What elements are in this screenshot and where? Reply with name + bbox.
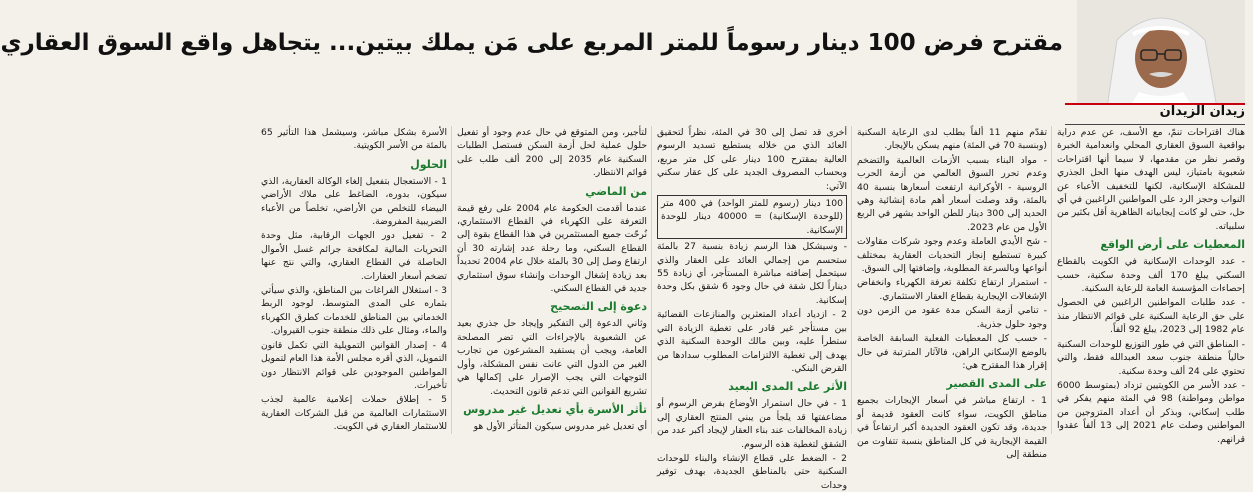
headline: مقترح فرض 100 دينار رسوماً للمتر المربع على مَن يملك بيتين... يتجاهل واقع السوق العقاري [0,30,1063,56]
article-column-5 [261,126,447,434]
paragraph: أخرى قد تصل إلى 30 في المئة، نظراً لتحقيق العائد الذي من خلاله يستطيع تسديد الرسوم العالية بمقترح 100 دينار على كل متر مربع، وبحساب المصروف الجديد على كل عقار سكني الآتي: [657,127,847,192]
section-heading: المعطيات على أرض الواقع [1100,238,1245,252]
section-heading: الأثر على المدى البعيد [728,380,847,394]
paragraph: 1 - في حال استمرار الأوضاع بفرض الرسوم أو مضاعفتها قد يلجأ من يبني المنتج العقاري إلى زيادة المخالفات عند بناء العقار لإيجاد أكبر عدد من الشقق لتغطية هذه الرسوم. [657,398,847,450]
article-column-3 [657,126,847,491]
paragraph: - عدد طلبات المواطنين الراغبين في الحصول على حق الرعاية السكنية على قوائم الانتظار منذ عام 1982 إلى 2023، يبلغ 92 ألفاً. [1057,297,1245,336]
paragraph: 5 - إطلاق حملات إعلامية عالمية لجذب الاستثمارات العالمية من قبل الشركات العقارية للاستثمار العقاري في الكويت. [261,394,447,433]
paragraph: - عدد الوحدات الإسكانية في الكويت بالقطاع السكني يبلغ 170 ألف وحدة سكنية، حسب إحصاءات المؤسسة العامة للرعاية السكنية. [1057,256,1246,295]
paragraph: 2 - ازدياد أعداد المتعثرين والمنازعات القضائية بين مستأجر غير قادر على تغطية الزيادة التي ستطرأ عليه، وبين مالك الوحدة السكنية الذي يهدف إلى تغطية الالتزامات المطلوب سدادها من القرض البنكي. [657,309,847,374]
paragraph: - استمرار ارتفاع تكلفة تعرفة الكهرباء وانخفاض الإشغالات الإيجارية بقطاع العقار الاستثماري. [857,277,1047,302]
author-photo [1077,0,1245,108]
paragraph: - تنامي أزمة السكن مدة عقود من الزمن دون وجود حلول جذرية. [857,305,1047,330]
paragraph: 2 - تفعيل دور الجهات الرقابية، مثل وحدة التحريات المالية لمكافحة جرائم غسل الأموال الحاصلة في القطاع العقاري، والتي نتج عنها تضخم أسعار العقارات. [261,230,447,282]
paragraph: - شح الأيدي العاملة وعدم وجود شركات مقاولات كبيرة تستطيع إنجاز التحديات العقارية بمختلف أنواعها وبالسرعة المطلوبة، وإضافتها إلى السوق. [857,236,1047,275]
author-portrait-icon [1077,0,1245,108]
article-body [259,126,1246,491]
paragraph: هناك اقتراحات تنمّ، مع الأسف، عن عدم دراية بواقعية السوق العقاري المحلي وانعدامية الخبرة وقصر نظر من مقدمها، لا سيما أنها اقتراحات شعبوية بامتياز، ليس الهدف منها الحل الجذري للمشكلة الإسكانية، لكنها للتخفيف الأعباء عن النواب وحجز الرد على المواطنين الراغبين في أي حل، حتى لو كانت إيجابياته الظاهرية أقل بكثير من سلبياته. [1057,127,1245,232]
section-heading: على المدى القصير [946,377,1047,391]
formula-box: 100 دينار (رسوم للمتر الواحد) في 400 متر (للوحدة الإسكانية) = 40000 دينار للوحدة الإسكانية. [657,195,847,239]
section-heading: من الماضي [585,184,647,198]
paragraph: أي تعديل غير مدروس سيكون المتأثر الأول هو [473,420,647,432]
paragraph: - مواد البناء بسبب الأزمات العالمية والتضخم وعدم تحرر السوق العالمي من أزمة الحرب الروسية - الأوكرانية ارتفعت أسعارها بنسبة 40 بالمئة، وقد وصلت أسعار أهم مادة إنشائية وهي الحديد إلى 300 دينار للطن الواحد بشهر في الربع الأول من عام 2023. [857,154,1047,233]
paragraph: لتأجير، ومن المتوقع في حال عدم وجود أو تفعيل حلول عملية لحل أزمة السكن فستصل الطلبات السكنية عام 2035 إلى 200 ألف طلب على قوائم الانتظار. [457,127,647,179]
paragraph: عندما أقدمت الحكومة عام 2004 على رفع قيمة التعرفة على الكهرباء في القطاع الاستثماري، نُرحّت جميع المستثمرين في هذا القطاع بقوة إلى القطاع السكني، وما رحلة عدد إشارته 30 أن ارتفاع وصل إلى 30 بالمئة خلال عام 2004 تحديداً بعد زيادة إشغال الوحدات وإنشاء سوق استثماري جديد في القطاع السكني. [457,202,647,295]
article-column-1 [1057,126,1246,445]
paragraph: 2 - الضغط على قطاع الإنشاء والبناء للوحدات السكنية حتى بالمناطق الجديدة، بهدف توفير وحدات [657,452,847,491]
author-name: زيدان الزيدان [1159,104,1245,119]
paragraph: - المناطق التي في طور التوزيع للوحدات السكنية حالياً منطقة جنوب سعد العبدالله فقط، والتي تحتوي على 24 ألف وحدة سكنية. [1057,338,1245,377]
section-heading: تأثر الأسرة بأي تعديل غير مدروس [463,402,647,416]
paragraph: الأسرة بشكل مباشر، وسيشمل هذا التأثير 65 بالمئة من الأسر الكويتية. [261,127,447,152]
paragraph: - وسيشكل هذا الرسم زيادة بنسبة 27 بالمئة ستحسم من إجمالي العائد على العقار والذي سيتحمل إضافته مباشرة المستأجر، أي زيادة 55 ديناراً لكل شقة في حال وجود 6 شقق بكل وحدة إسكانية. [657,241,847,306]
paragraph: - عدد الأسر من الكويتيين تزداد (بمتوسط 6000 مواطن ومواطنة) 98 في المئة منهم يفكر في طلب إسكاني، وبذكر أن أعداد المتزوجين من المواطنين وصلت عام 2021 إلى 13 ألفاً عقدوا قرانهم. [1057,379,1245,445]
paragraph: 1 - الاستعجال بتفعيل إلغاء الوكالة العقارية، الذي سيكون، بدوره، الضاغط على ملاك الأراضي البيضاء للتخلص من الأراضي، تخلصاً من الأعباء الضريبية المفروضة. [261,175,447,228]
paragraph: تقدّم منهم 11 ألفاً بطلب لدى الرعاية السكنية (وبنسبة 70 في المئة) منهم يسكن بالإيجار. [857,127,1047,152]
paragraph: 1 - ارتفاع مباشر في أسعار الإيجارات بجميع مناطق الكويت، سواء كانت العقود قديمة أو جديدة، وقد تكون العقود الجديدة أكبر ارتفاعاً في القيمة الإيجارية في كل المناطق بنسبة تتفاوت من منطقة إلى [857,395,1047,460]
paragraph: وثاني الدعوة إلى التفكير وإيجاد حل جذري بعيد عن الشعبوية بالإجراءات التي تضر المصلحة العامة، ويجب أن يستفيد المشرعون من تجارب الغير من الدول التي عانت نفس المشكلة، وأول التوجهات التي يجب الإصرار على إكمالها هي تشريع القوانين التي تدعم قانون التحديث. [457,318,647,397]
paragraph: 3 - استغلال الفراغات بين المناطق، والذي سيأتي بثماره على المدى المتوسط، لوجود الربط الخدماتي بين المناطق للخدمات كطرق الكهرباء والماء، ومثال على ذلك منطقة جنوب القيروان. [261,285,447,337]
article-column-4 [457,126,647,434]
section-heading: الحلول [410,157,447,171]
section-heading: دعوة إلى التصحيح [550,300,647,314]
article-column-2 [857,126,1047,460]
paragraph: - حسب كل المعطيات الفعلية السابقة الخاصة بالوضع الإسكاني الراهن، فالآثار المترتبة في حال إقرار هذا المقترح هي: [857,333,1047,371]
paragraph: 4 - إصدار القوانين التمويلية التي تكمل قانون التمويل، الذي أقره مجلس الأمة هذا العام لتمويل المواطنين الموجودين على قوائم الانتظار دون تأخيرات. [261,339,447,391]
